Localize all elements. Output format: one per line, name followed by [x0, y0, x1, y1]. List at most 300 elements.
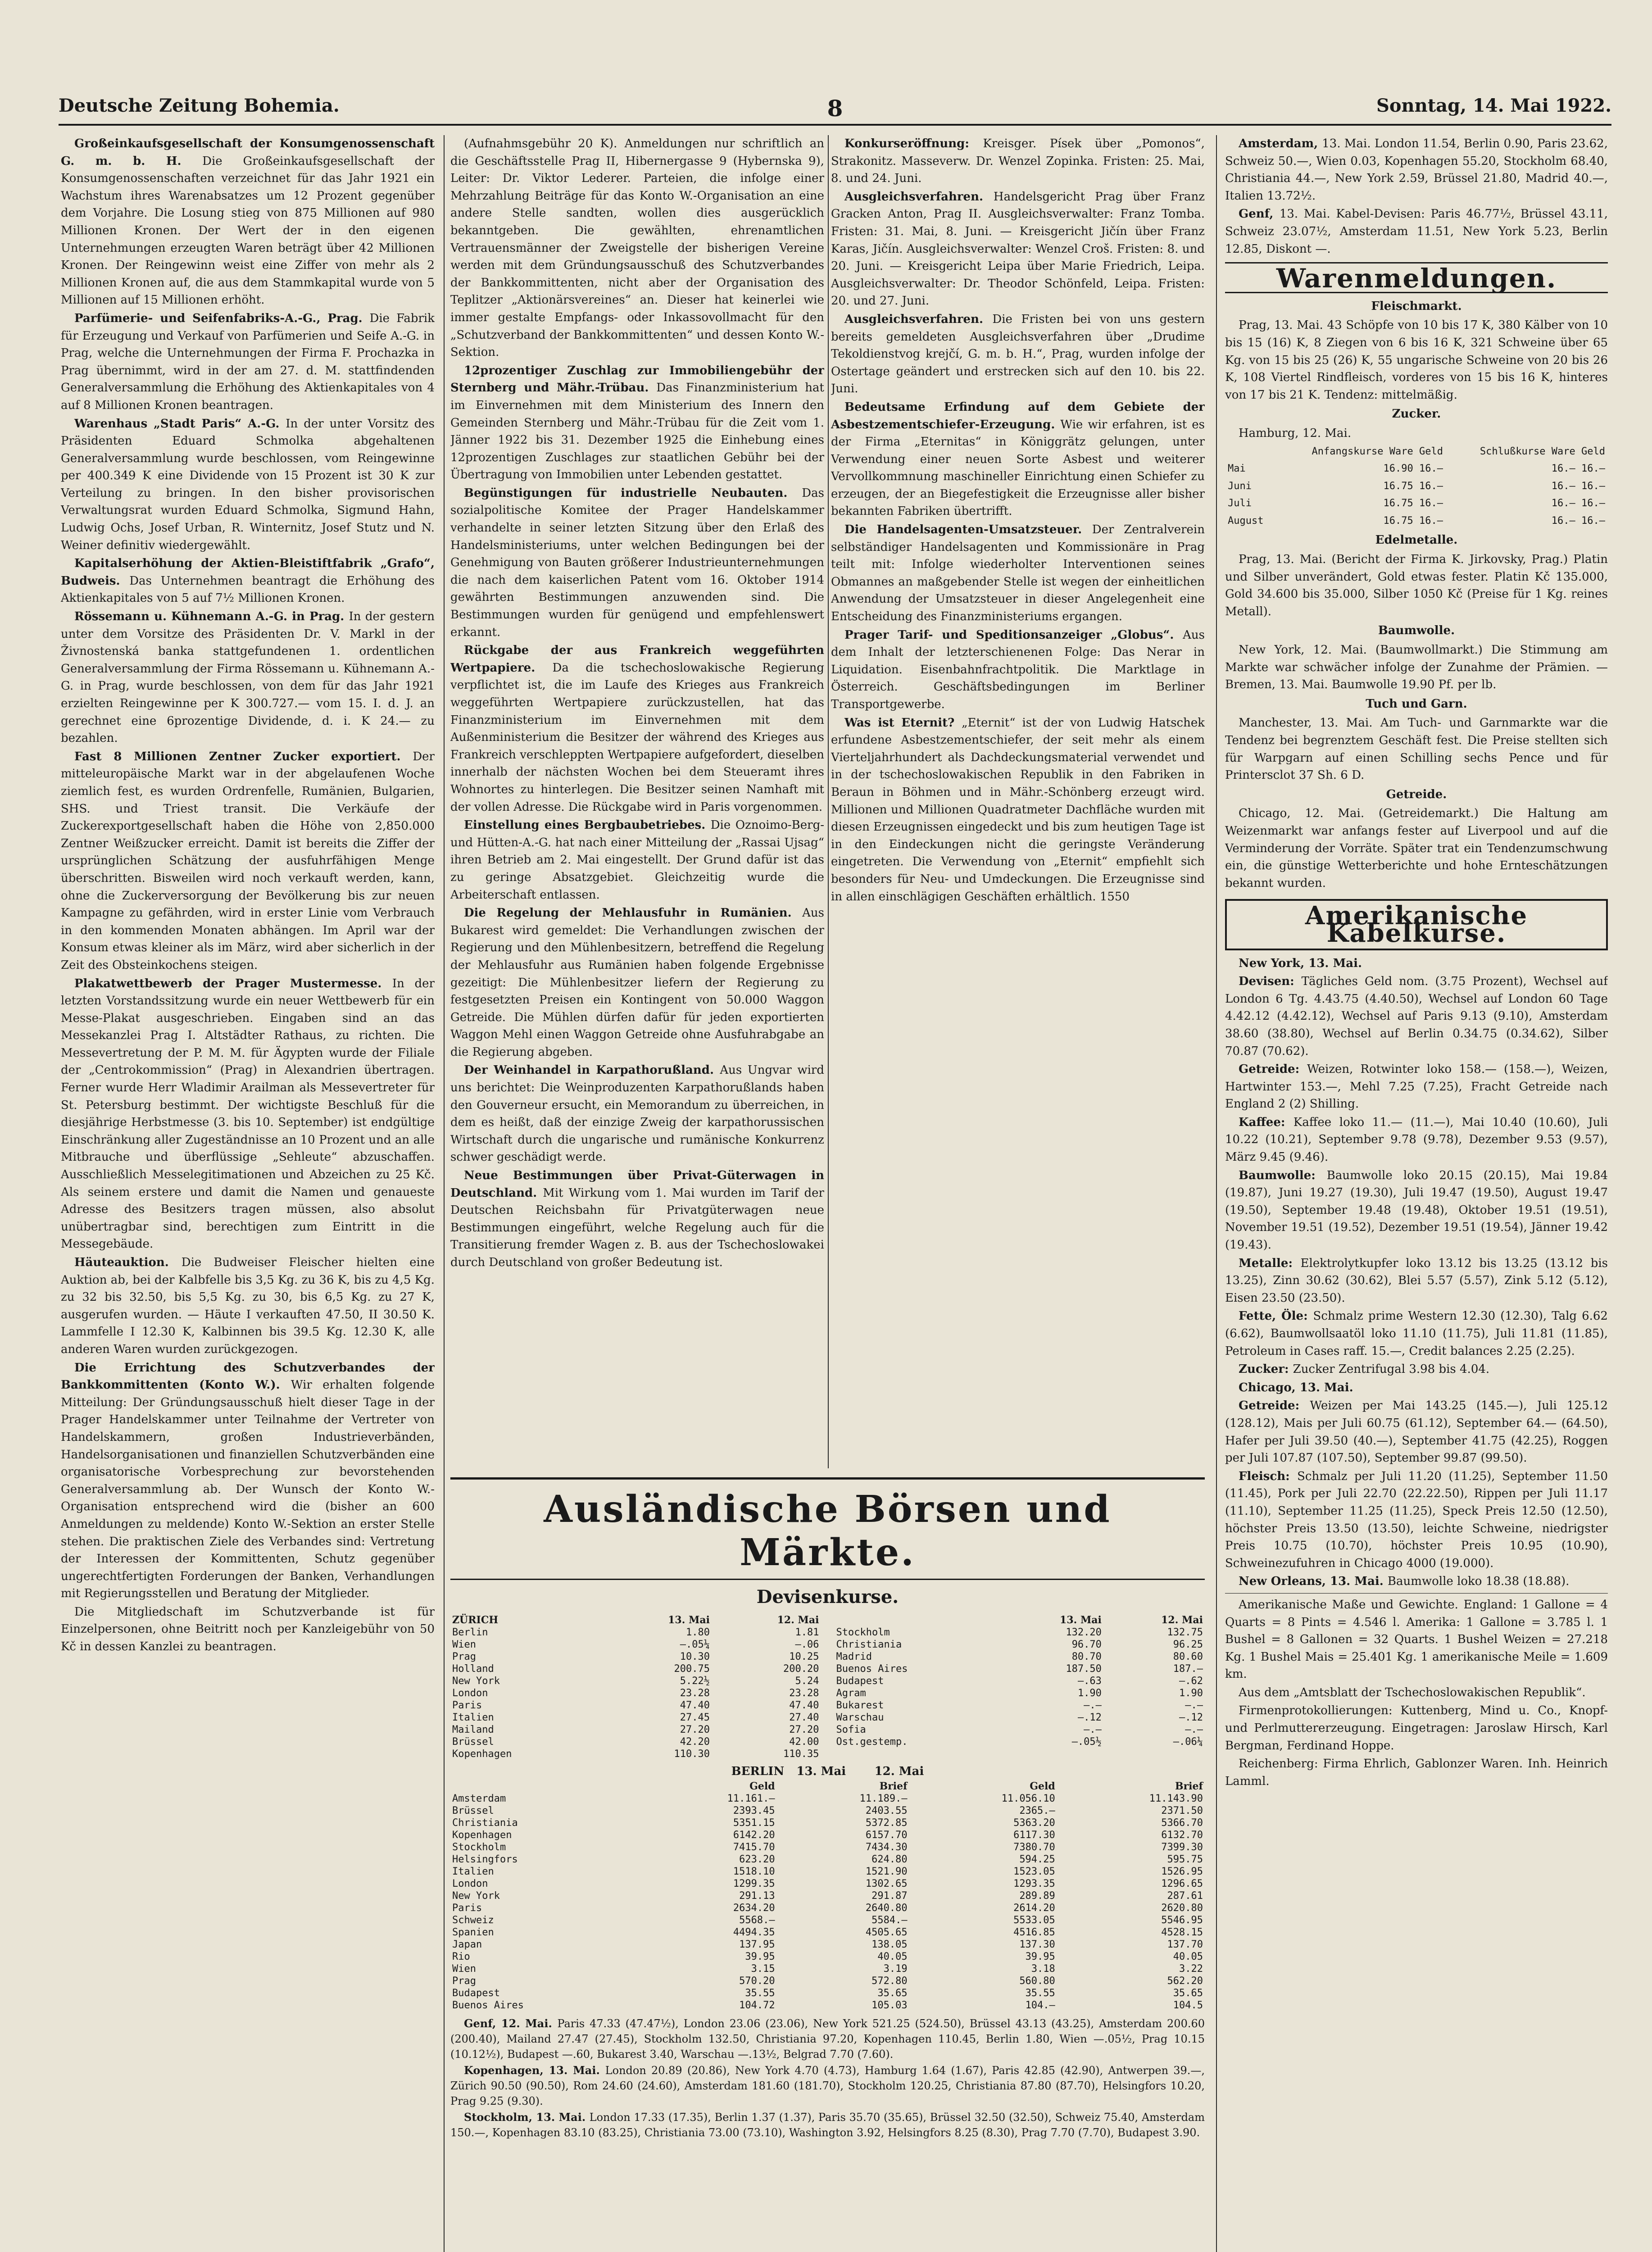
article	[61, 1254, 435, 1358]
article-headline: Prager Tarif- und Speditionsanzeiger „Globus“.	[844, 628, 1183, 642]
cable-rate	[1225, 1167, 1608, 1254]
table-cell: 3.18	[1031, 1963, 1055, 1975]
cable-rate	[1225, 1573, 1608, 1590]
table-cell: Amsterdam	[452, 1793, 506, 1804]
market-report	[1225, 551, 1608, 620]
table-row	[450, 1866, 1205, 1878]
table-cell: —.05½	[1071, 1736, 1102, 1748]
table-cell: 11.189.—	[859, 1793, 908, 1804]
article-body: Die Mitgliedschaft im Schutzverbande ist für Einzelpersonen, ohne Beitritt noch per Kanzleigebühr von 50 Kč in dessen Kanzlei zu beantragen.	[61, 1605, 435, 1654]
table-cell: 187.—	[1173, 1663, 1203, 1675]
article-headline: Ausgleichsverfahren.	[844, 312, 993, 326]
table-cell: 1.80	[686, 1627, 710, 1638]
article	[450, 817, 824, 904]
table-cell: 39.95	[1025, 1951, 1055, 1962]
table-cell: 1518.10	[733, 1866, 775, 1877]
article-headline: Bedeutsame Erfindung auf dem Gebiete der Asbestzementschiefer-Erzeugung.	[831, 400, 1205, 431]
article-body: Der Zentralverein selbständiger Handelsagenten und Kommissionäre in Prag teilt mit: Infolge wiederholter Interventionen seines Obmannes an maßgebender Stelle ist wegen der einheitlichen Anwendung der Umsatzsteuer in dieser Angelegenheit eine Entscheidung des Finanzministeriums ergangen.	[831, 523, 1205, 624]
table-cell: Rio	[452, 1951, 470, 1962]
article-body: Manchester, 13. Mai. Am Tuch- und Garnmarkte war die Tendenz bei begrenztem Geschäft fest. Die Preise stellten sich für Warpgarn auf einen Schilling sechs Pence und für Printersclot 37 Sh. 6 D.	[1225, 716, 1608, 782]
table-cell: 4505.65	[865, 1927, 908, 1938]
table-cell: 104.5	[1173, 2000, 1203, 2011]
table-cell: Juni	[1228, 480, 1252, 492]
table-cell: 287.61	[1167, 1890, 1203, 1902]
table-cell: Budapest	[452, 1988, 500, 1999]
table-cell: Ost.gestemp.	[836, 1736, 908, 1748]
column-3	[831, 135, 1205, 1468]
table-cell: 5366.70	[1161, 1817, 1203, 1829]
article-body: Aus Bukarest wird gemeldet: Die Verhandlungen zwischen der Regierung und den Mühlenbesitzern, betreffend die Regelung der Mehlausfuhr aus Rumänien haben folgende Ergebnisse gezeitigt: Die Mühlenbesitzer liefern der Regierung zu festgesetzten Preisen ein Kontingent von 50.000 Waggon Getreide. Die Mühlen dürfen dafür für jeden exportierten Waggon Mehl einen Waggon Getreide ohne Ausfuhrabgabe an die Regierung abgeben.	[450, 906, 824, 1059]
table-cell: —.63	[1077, 1675, 1102, 1687]
article-body: (Aufnahmsgebühr 20 K). Anmeldungen nur schriftlich an die Geschäftsstelle Prag II, Hibernergasse 9 (Hybernska 9), Leiter: Dr. Viktor Lederer. Parteien, die infolge einer Mehrzahlung Beiträge für das Konto W.-Organisation an eine andere Stelle sandten, wollen dies ausgerücklich bekanntgeben. Die gewählten, ehrenamtlichen Vertrauensmänner der Zweigstelle der bisherigen Vereine werden mit dem Gründungsausschuß des Schutzverbandes der Bankkommittenten, nicht aber der Organisation des Teplitzer „Aktionärsvereines“ an. Dieser hat keinerlei wie immer gestalte Empfangs- oder Inkassovollmacht für den „Schutzverband der Bankkommittenten“ und dessen Konto W.-Sektion.	[450, 137, 824, 359]
article-headline: Die Regelung der Mehlausfuhr in Rumänien.	[464, 906, 803, 920]
article-body: Das Finanzministerium hat im Einvernehmen mit dem Ministerium des Innern den Gemeinden Sternberg und Mähr.-Trübau für die Zeit vom 1. Jänner 1922 bis 31. Dezember 1925 die Einhebung eines 12prozentigen Zuschlages zur staatlichen Gebühr bei der Übertragung von Immobilien unter Lebenden gestattet.	[450, 381, 824, 482]
cable-rate	[1225, 1379, 1608, 1397]
article-headline: Parfümerie- und Seifenfabriks-A.-G., Prag.	[74, 311, 370, 325]
berlin-col-head: Geld	[749, 1780, 775, 1792]
table-cell: Buenos Aires	[836, 1663, 908, 1675]
table-cell: 16.75 16.—	[1383, 515, 1443, 527]
table-cell: 16.— 16.—	[1551, 480, 1605, 492]
article-body: Wie wir erfahren, ist es der Firma „Eternitas“ in Königgrätz gelungen, unter Verwendung einer neuen Sorte Asbest und weiterer Vervollkommnung maschineller Einrichtung einen Schiefer zu erzeugen, der an Biegefestigkeit die Erzeugnisse aller bisher bekannten Fabriken übertrifft.	[831, 418, 1205, 518]
table-cell: 2614.20	[1013, 1902, 1055, 1914]
table-cell: 3.22	[1179, 1963, 1203, 1975]
article	[61, 608, 435, 747]
column-1	[61, 135, 435, 2252]
cable-rate	[1225, 1468, 1608, 1572]
table-cell: 47.40	[789, 1700, 819, 1711]
table-cell: —.—	[1185, 1700, 1203, 1711]
article-body: Weizen, Rotwinter loko 158.— (158.—), Weizen, Hartwinter 153.—, Mehl 7.25 (7.25), Fracht Getreide nach England 2 (2) Shilling.	[1225, 1062, 1608, 1111]
table-row	[450, 1841, 1205, 1853]
market-report	[1225, 805, 1608, 892]
article-body: Prag, 13. Mai. (Bericht der Firma K. Jirkovsky, Prag.) Platin und Silber unverändert, Gold etwas fester. Platin Kč 135.000, Gold 34.600 bis 35.000, Silber 1050 Kč (Preise für 1 Kg. reines Metall).	[1225, 553, 1608, 618]
table-cell: 11.056.10	[1001, 1793, 1055, 1804]
article-body: Mit Wirkung vom 1. Mai wurden im Tarif der Deutschen Reichsbahn für Privatgüterwagen neue Bestimmungen eingeführt, welche Regelung auch für die Transitierung fremder Wagen z. B. aus der Tschechoslowakei durch Deutschland von großer Bedeutung ist.	[450, 1186, 824, 1269]
article-headline: 12prozentiger Zuschlag zur Immobiliengebühr der Sternberg und Mähr.-Trübau.	[450, 363, 824, 395]
table-cell: 4494.35	[733, 1927, 775, 1938]
table-cell: 6157.70	[865, 1830, 908, 1841]
table-cell: London	[452, 1878, 488, 1889]
table-row	[450, 1805, 1205, 1817]
table-row	[835, 1626, 1205, 1639]
table-cell: 560.80	[1019, 1975, 1055, 1987]
table-cell: 27.20	[680, 1724, 710, 1735]
market-heading: Getreide.	[1386, 787, 1447, 801]
article-body: Die Budweiser Fleischer hielten eine Auktion ab, bei der Kalbfelle bis 3,5 Kg. zu 36 K, bis zu 4,5 Kg. zu 32 bis 32.50, bis 5,5 Kg. zu 30, bis 6,5 Kg. zu 27 K, ausgerufen wurden. — Häute I verkauften 47.50, II 30.50 K. Lammfelle I 12.30 K, Kalbinnen bis 39.5 Kg. 12.30 K, alle anderen Waren wurden zurückgezogen.	[61, 1256, 435, 1356]
article-headline: Rössemann u. Kühnemann A.-G. in Prag.	[74, 610, 349, 624]
table-row	[835, 1663, 1205, 1675]
article-headline: Großeinkaufsgesellschaft der Konsumgenossenschaft G. m. b. H.	[61, 137, 435, 168]
article-headline: Devisen:	[1239, 975, 1302, 989]
article	[61, 310, 435, 414]
exchange-note	[1225, 205, 1608, 258]
table-cell: Spanien	[452, 1927, 494, 1938]
market-heading: Fleischmarkt.	[1371, 299, 1462, 313]
table-cell: 1.81	[795, 1627, 819, 1638]
table-cell: 5584.—	[871, 1915, 908, 1926]
article-body: Da die tschechoslowakische Regierung verpflichtet ist, die im Laufe des Krieges aus Frankreich weggeführten Wertpapiere zurückzustellen, hat das Finanzministerium im Einvernehmen mit dem Außenministerium die Besitzer der während des Krieges aus Frankreich verschleppten Wertpapiere aufgefordert, dieselben innerhalb der nächsten Wochen bei dem Steueramt ihres Wohnortes zu hinterlegen. Die Besitzer seinen Namhaft mit der vollen Adresse. Die Rückgabe wird in Paris vorgenommen.	[450, 661, 824, 814]
table-row	[450, 1736, 821, 1748]
table-cell: 80.60	[1173, 1651, 1203, 1662]
article-body: Die Oznoimo-Berg- und Hütten-A.-G. hat nach einer Mitteilung der „Rassai Ujsag“ ihren Betrieb am 2. Mai eingestellt. Der Grund dafür ist das zu geringe Absatzgebiet. Gleichzeitig wurde die Arbeiterschaft entlassen.	[450, 818, 824, 902]
zurich-date-2: 12. Mai	[777, 1614, 819, 1626]
table-cell: Christiania	[452, 1817, 518, 1829]
market-heading: Baumwolle.	[1378, 624, 1455, 638]
article-body: Firmenprotokollierungen: Kuttenberg, Mind u. Co., Knopf- und Perlmuttererzeugung. Eingetragen: Jaroslaw Hirsch, Karl Bergman, Ferdinand Hoppe.	[1225, 1704, 1608, 1753]
table-row	[450, 1712, 821, 1724]
table-cell: 40.05	[877, 1951, 908, 1962]
article-body: Handelsgericht Prag über Franz Gracken Anton, Prag II. Ausgleichsverwalter: Franz Tomba. Fristen: 31. Mai, 8. Juni. — Kreisgericht Jičín über Franz Karas, Jičín. Ausgleichsverwalter: Wenzel Croš. Fristen: 8. und 20. Juni. — Kreisgericht Leipa über Marie Friedrich, Leipa. Ausgleichsverwalter: Dr. Theodor Schönfeld, Leipa. Fristen: 20. und 27. Juni.	[831, 190, 1205, 308]
table-row	[835, 1639, 1205, 1651]
table-cell: 137.30	[1019, 1939, 1055, 1950]
table-cell: Schweiz	[452, 1915, 494, 1926]
table-cell: Sofia	[836, 1724, 866, 1735]
article-body: Chicago, 12. Mai. (Getreidemarkt.) Die Haltung am Weizenmarkt war anfangs fester auf Liverpool und auf die Verminderung der Vorräte. Später trat ein Tendenzumschwung ein, die günstige Wetterberichte und hohe Ernteschätzungen bekannt wurden.	[1225, 807, 1608, 890]
article-body: Aus dem Inhalt der letzterschienenen Folge: Das Nerar in Liquidation. Eisenbahnfrachtpolitik. Die Marktlage in Österreich. Geschäftsbedingungen im Berliner Transportgewerbe.	[831, 628, 1205, 711]
table-cell: 35.65	[1173, 1988, 1203, 1999]
zurich-table-left	[450, 1614, 821, 1760]
table-cell: Buenos Aires	[452, 2000, 524, 2011]
article-headline: Die Errichtung des Schutzverbandes der Bankkommittenten (Konto W.).	[61, 1361, 435, 1392]
table-cell: 138.05	[871, 1939, 908, 1950]
article	[450, 1062, 824, 1166]
article-headline: Amsterdam,	[1239, 137, 1322, 150]
article-headline: Metalle:	[1239, 1256, 1301, 1270]
table-cell: 42.20	[680, 1736, 710, 1748]
cable-rate	[1225, 1308, 1608, 1360]
table-cell: 10.30	[680, 1651, 710, 1662]
table-cell: Prag	[452, 1651, 476, 1662]
article-headline: Fast 8 Millionen Zentner Zucker exportiert.	[74, 749, 413, 763]
article-body: Baumwolle loko 20.15 (20.15), Mai 19.84 (19.87), Juni 19.27 (19.30), Juli 19.47 (19.50), August 19.47 (19.50), September 19.48 (19.48), Oktober 19.51 (19.51), November 19.51 (19.52), Dezember 19.51 (19.54), Jänner 19.42 (19.43).	[1225, 1168, 1608, 1252]
article	[831, 188, 1205, 310]
table-cell: 594.25	[1019, 1854, 1055, 1865]
article-headline: Was ist Eternit?	[844, 716, 962, 730]
column-rule	[1216, 135, 1217, 2252]
table-cell: 40.05	[1173, 1951, 1203, 1962]
article-body: 13. Mai. Kabel-Devisen: Paris 46.77½, Brüssel 43.11, Schweiz 23.07½, Amsterdam 11.51, New York 5.23, Berlin 12.85, Diskont —.	[1225, 207, 1608, 256]
article-headline: Plakatwettbewerb der Prager Mustermesse.	[74, 976, 392, 990]
table-cell: Kopenhagen	[452, 1748, 512, 1760]
table-cell: Holland	[452, 1663, 494, 1675]
article-body: London 20.89 (20.86), New York 4.70 (4.73), Hamburg 1.64 (1.67), Paris 42.85 (42.90), Antwerpen 39.—, Zürich 90.50 (90.50), Rom 24.60 (24.60), Amsterdam 181.60 (181.70), Stockholm 120.25, Christiania 87.80 (87.70), Helsingfors 10.20, Prag 9.25 (9.30).	[450, 2064, 1205, 2107]
berlin-col-head: Brief	[1175, 1780, 1203, 1792]
article	[831, 627, 1205, 713]
article-headline: Fleisch:	[1239, 1469, 1298, 1483]
article-body: Kreisger. Písek über „Pomonos“, Strakonitz. Masseverw. Dr. Wenzel Zopinka. Fristen: 25. Mai, 8. und 24. Juni.	[831, 137, 1205, 186]
table-cell: 2393.45	[733, 1805, 775, 1816]
foreign-exchange-subtitle: Devisenkurse.	[756, 1586, 899, 1607]
table-cell: Wien	[452, 1639, 476, 1650]
article	[61, 975, 435, 1253]
table-cell: 35.55	[1025, 1988, 1055, 1999]
article	[831, 399, 1205, 520]
table-cell: 7434.30	[865, 1842, 908, 1853]
table-cell: Mailand	[452, 1724, 494, 1735]
table-cell: 1.90	[1179, 1688, 1203, 1699]
article	[450, 135, 824, 361]
table-cell: 110.35	[783, 1748, 819, 1760]
table-cell: 1293.35	[1013, 1878, 1055, 1889]
table-row	[450, 1926, 1205, 1939]
page-number: 8	[827, 95, 843, 122]
article	[61, 1359, 435, 1603]
article-body: Baumwolle loko 18.38 (18.88).	[1387, 1575, 1570, 1589]
table-cell: 137.95	[739, 1939, 775, 1950]
table-cell: 7399.30	[1161, 1842, 1203, 1853]
table-row	[1225, 478, 1608, 495]
table-cell: 16.— 16.—	[1551, 498, 1605, 509]
table-cell: 104.—	[1025, 2000, 1055, 2011]
sugar-header: Schlußkurse Ware Geld	[1480, 445, 1605, 457]
berlin-col-head: Geld	[1030, 1780, 1055, 1792]
market-report	[1225, 317, 1608, 404]
table-cell: 132.20	[1066, 1627, 1102, 1638]
article-body: In der unter Vorsitz des Präsidenten Eduard Schmolka abgehaltenen Generalversammlung wurde beschlossen, vom Reingewinne per 400.349 K eine Dividende von 15 Prozent ist 30 K zur Verteilung zu bringen. In den bisher provisorischen Verwaltungsrat wurden Eduard Schmolka, Sigmund Hahn, Ludwig Ochs, Josef Urban, R. Winternitz, Josef Stutz und N. Weiner definitiv wiedergewählt.	[61, 417, 435, 552]
berlin-date-1: 13. Mai	[796, 1765, 846, 1778]
article-headline: Kaffee:	[1239, 1115, 1293, 1129]
table-row	[450, 1890, 1205, 1902]
table-row	[450, 1626, 821, 1639]
table-row	[835, 1736, 1205, 1748]
table-cell: 104.72	[739, 2000, 775, 2011]
table-row	[450, 1675, 821, 1687]
article-headline: Der Weinhandel in Karpathorußland.	[464, 1063, 720, 1077]
table-row	[450, 1748, 821, 1760]
footnote	[1225, 1684, 1608, 1702]
table-cell: Budapest	[836, 1675, 884, 1687]
table-row	[835, 1651, 1205, 1663]
table-cell: —.—	[1084, 1700, 1102, 1711]
article-body: Wir erhalten folgende Mitteilung: Der Gründungsausschuß hielt dieser Tage in der Prager Handelskammer unter Teilnahme der Vertreter von Handelskammern, großen Industrieverbänden, Handelsorganisationen und finanziellen Schutzverbänden eine organisatorische Vorbesprechung zur bevorstehenden Generalversammlung ab. Der Wunsch der Konto W.-Organisation entsprechend wird die (bisher an 600 Anmeldungen zu meldende) Konto W.-Sektion an erster Stelle stehen. Die praktischen Ziele des Verbandes sind: Vertretung der Interessen der Kommittenten, Schutz gegenüber ungerechtfertigten Forderungen der Banken, Verhandlungen mit Regierungsstellen und Beratung der Mitglieder.	[61, 1378, 435, 1601]
table-cell: 291.13	[739, 1890, 775, 1902]
article-body: Das Unternehmen beantragt die Erhöhung des Aktienkapitales von 5 auf 7½ Millionen Kronen.	[61, 574, 435, 605]
article-body: Zucker Zentrifugal 3.98 bis 4.04.	[1293, 1362, 1490, 1376]
table-cell: 5546.95	[1161, 1915, 1203, 1926]
article-headline: Kopenhagen, 13. Mai.	[464, 2064, 605, 2077]
cable-rate	[1225, 1397, 1608, 1467]
zurich-date-2: 12. Mai	[1161, 1614, 1203, 1626]
sugar-header: Anfangskurse Ware Geld	[1312, 445, 1443, 457]
page-header	[59, 92, 1611, 126]
table-cell: 595.75	[1167, 1854, 1203, 1865]
table-cell: 27.45	[680, 1712, 710, 1723]
article-headline: Chicago, 13. Mai.	[1239, 1380, 1353, 1394]
table-cell: 6142.20	[733, 1830, 775, 1841]
market-heading: Zucker.	[1392, 407, 1441, 421]
table-cell: 570.20	[739, 1975, 775, 1987]
market-heading: Edelmetalle.	[1375, 533, 1458, 547]
table-cell: August	[1228, 515, 1264, 527]
zurich-title: ZÜRICH	[452, 1614, 499, 1626]
article-headline: Kapitalserhöhung der Aktien-Bleistiftfabrik „Grafo“, Budweis.	[61, 557, 435, 588]
table-cell: Wien	[452, 1963, 476, 1975]
table-cell: 16.75 16.—	[1383, 498, 1443, 509]
table-cell: —.—	[1084, 1724, 1102, 1735]
table-row	[450, 1724, 821, 1736]
issue-date: Sonntag, 14. Mai 1922.	[1376, 95, 1611, 116]
berlin-col-head: Brief	[879, 1780, 908, 1792]
table-cell: 16.— 16.—	[1551, 463, 1605, 475]
table-cell: 1299.35	[733, 1878, 775, 1889]
table-cell: 23.28	[680, 1688, 710, 1699]
table-cell: Brüssel	[452, 1805, 494, 1816]
footnote	[1225, 1596, 1608, 1683]
table-row	[450, 1902, 1205, 1914]
article	[831, 714, 1205, 906]
table-cell: 2640.80	[865, 1902, 908, 1914]
zurich-table-right	[835, 1614, 1205, 1748]
table-cell: 35.65	[877, 1988, 908, 1999]
foreign-exchange-section	[450, 1477, 1205, 2252]
market-heading: Tuch und Garn.	[1366, 697, 1467, 711]
table-cell: 5.24	[795, 1675, 819, 1687]
article-headline: Neue Bestimmungen über Privat-Güterwagen in Deutschland.	[450, 1169, 824, 1200]
table-cell: Prag	[452, 1975, 476, 1987]
table-row	[450, 1817, 1205, 1829]
article-body: Das sozialpolitische Komitee der Prager Handelskammer verhandelte in seiner letzten Sitzung über den Erlaß des Handelsministeriums, unter welchen Bedingungen bei der Genehmigung von Bauten größerer Industrieunternehmungen die nach dem kaiserlichen Patent vom 16. Oktober 1914 gewährten Bestimmungen anzuwenden sind. Die Bestimmungen wurden für genügend und empfehlenswert erkannt.	[450, 486, 824, 639]
table-cell: 16.— 16.—	[1551, 515, 1605, 527]
table-cell: Japan	[452, 1939, 482, 1950]
article	[831, 521, 1205, 626]
table-cell: 7415.70	[733, 1842, 775, 1853]
market-report	[1225, 641, 1608, 694]
table-cell: 1302.65	[865, 1878, 908, 1889]
cable-rate	[1225, 1361, 1608, 1378]
article-headline: Begünstigungen für industrielle Neubauten.	[464, 486, 802, 500]
table-cell: 96.25	[1173, 1639, 1203, 1650]
table-row	[450, 1963, 1205, 1975]
article	[450, 642, 824, 816]
article-body: Die Fabrik für Erzeugung und Verkauf von Parfümerien und Seife A.-G. in Prag, welche die Unternehmungen der Firma F. Prochazka in Prag übernimmt, wird in der am 27. d. M. stattfindenden Generalversammlung die Erhöhung des Aktienkapitales von 4 auf 8 Millionen Kronen beantragen.	[61, 311, 435, 412]
table-cell: Mai	[1228, 463, 1246, 475]
sugar-table	[1225, 443, 1608, 530]
table-row	[450, 1939, 1205, 1951]
table-cell: 1.90	[1077, 1688, 1102, 1699]
table-cell: 1521.90	[865, 1866, 908, 1877]
table-cell: 4516.85	[1013, 1927, 1055, 1938]
article-body: Weizen per Mai 143.25 (145.—), Juli 125.12 (128.12), Mais per Juli 60.75 (61.12), September 64.— (64.50), Hafer per Juli 39.50 (40.—), September 41.75 (42.25), Roggen per Juli 107.87 (107.50), September 99.87 (99.50).	[1225, 1399, 1608, 1465]
table-cell: 11.143.90	[1149, 1793, 1203, 1804]
cable-rate	[1225, 1255, 1608, 1307]
table-cell: 11.161.—	[727, 1793, 775, 1804]
article-body: Schmalz per Juli 11.20 (11.25), September 11.50 (11.45), Pork per Juli 22.70 (22.22.50), Rippen per Juli 11.17 (11.10), September 11.25 (11.25), Speck Preis 12.50 (12.50), höchster Preis 13.50 (13.50), leichte Schweine, niedrigster Preis 10.75 (10.70), höchster Preis 10.95 (10.90), Schweinezufuhren in Chicago 4000 (19.000).	[1225, 1469, 1608, 1570]
cable-rate	[1225, 973, 1608, 1060]
table-cell: 562.20	[1167, 1975, 1203, 1987]
table-cell: Stockholm	[452, 1842, 506, 1853]
table-cell: —.06¼	[1173, 1736, 1203, 1748]
table-cell: 10.25	[789, 1651, 819, 1662]
article	[450, 904, 824, 1061]
table-cell: —.12	[1179, 1712, 1203, 1723]
table-cell: New York	[452, 1890, 500, 1902]
berlin-date-2: 12. Mai	[874, 1765, 924, 1778]
table-cell: Italien	[452, 1866, 494, 1877]
table-row	[450, 1987, 1205, 1999]
table-cell: 96.70	[1071, 1639, 1102, 1650]
cable-rate	[1225, 1061, 1608, 1113]
table-cell: —.62	[1179, 1675, 1203, 1687]
berlin-table	[450, 1780, 1205, 2011]
article-body: Aus Ungvar wird uns berichtet: Die Weinproduzenten Karpathorußlands haben den Gouverneur ersucht, ein Memorandum zu überreichen, in dem es heißt, daß der einzige Zweig der karpathorussischen Wirtschaft durch die ungarische und rumänische Konkurrenz schwer geschädigt werde.	[450, 1063, 824, 1164]
table-cell: 2371.50	[1161, 1805, 1203, 1816]
article-headline: Warenhaus „Stadt Paris“ A.-G.	[74, 417, 286, 431]
table-cell: Warschau	[836, 1712, 884, 1723]
table-row	[450, 1975, 1205, 1987]
article-headline: New Orleans, 13. Mai.	[1239, 1575, 1388, 1589]
article-headline: Baumwolle:	[1239, 1168, 1327, 1182]
table-cell: Kopenhagen	[452, 1830, 512, 1841]
table-cell: London	[452, 1688, 488, 1699]
article	[450, 362, 824, 484]
table-cell: 27.40	[789, 1712, 819, 1723]
table-cell: 2365.—	[1019, 1805, 1055, 1816]
table-cell: 623.20	[739, 1854, 775, 1865]
table-cell: Madrid	[836, 1651, 872, 1662]
american-cable-title: Amerikanische Kabelkurse.	[1225, 899, 1608, 950]
table-cell: 3.19	[883, 1963, 908, 1975]
table-cell: 7380.70	[1013, 1842, 1055, 1853]
table-row	[450, 1699, 821, 1712]
table-cell: —.05¼	[680, 1639, 710, 1650]
article	[831, 311, 1205, 398]
table-cell: —.06	[795, 1639, 819, 1650]
table-cell: 2620.80	[1161, 1902, 1203, 1914]
article-headline: Genf,	[1239, 207, 1280, 221]
exchange-report	[450, 2016, 1205, 2062]
table-cell: 23.28	[789, 1688, 819, 1699]
article-body: „Eternit“ ist der von Ludwig Hatschek erfundene Asbestzementschiefer, der seit mehr als einem Vierteljahrhundert als Dachdeckungsmaterial verwendet und in der tschechoslowakischen Republik in den Fabriken in Beraun in Böhmen und in Mähr.-Schönberg erzeugt wird. Millionen und Millionen Quadratmeter Dachfläche wurden mit diesen Erzeugnissen eingedeckt und bis zum heutigen Tage ist in den Eindeckungen nicht die geringste Veränderung eingetreten. Die Verwendung von „Eternit“ empfiehlt sich besonders für Neu- und Umdeckungen. Die Erzeugnisse sind in allen einschlägigen Geschäften erhältlich. 1550	[831, 716, 1205, 904]
article-body: Tägliches Geld nom. (3.75 Prozent), Wechsel auf London 6 Tg. 4.43.75 (4.40.50), Wechsel auf London 60 Tage 4.42.12 (4.42.12), Wechsel auf Paris 9.13 (9.10), Amsterdam 38.60 (38.80), Wechsel auf Berlin 0.34.75 (0.34.62), Silber 70.87 (70.62).	[1225, 975, 1608, 1058]
table-cell: 5568.—	[739, 1915, 775, 1926]
article-body: In der gestern unter dem Vorsitze des Präsidenten Dr. V. Markl in der Živnostenská banka stattgefundenen 1. ordentlichen Generalversammlung der Firma Rössemann u. Kühnemann A.-G. in Prag, wurde beschlossen, von dem für das Jahr 1921 erzielten Reingewinne per K 300.727.— vom 15. I. d. J. an gerechnet eine 6prozentige Dividende, d. i. K 24.— zu bezahlen.	[61, 610, 435, 745]
table-row	[835, 1675, 1205, 1687]
table-cell: Bukarest	[836, 1700, 884, 1711]
table-row	[450, 1999, 1205, 2011]
article-headline: Getreide:	[1239, 1062, 1307, 1076]
article	[450, 485, 824, 641]
table-cell: 572.80	[871, 1975, 908, 1987]
article-body: Kaffee loko 11.— (11.—), Mai 10.40 (10.60), Juli 10.22 (10.21), September 9.78 (9.78), Dezember 9.53 (9.57), März 9.45 (9.46).	[1225, 1115, 1608, 1164]
article-body: Paris 47.33 (47.47½), London 23.06 (23.06), New York 521.25 (524.50), Brüssel 43.13 (43.25), Amsterdam 200.60 (200.40), Mailand 27.47 (27.45), Stockholm 132.50, Christiania 97.20, Kopenhagen 110.45, Berlin 1.80, Wien —.05½, Prag 10.15 (10.12½), Budapest —.60, Bukarest 3.40, Warschau —.13½, Belgrad 7.70 (7.60).	[450, 2017, 1205, 2061]
table-cell: 1523.05	[1013, 1866, 1055, 1877]
table-cell: 35.55	[745, 1988, 775, 1999]
table-cell: 5.22½	[680, 1675, 710, 1687]
zurich-date-1: 13. Mai	[1060, 1614, 1102, 1626]
article-headline: Stockholm, 13. Mai.	[464, 2111, 590, 2124]
sugar-header	[1225, 443, 1276, 461]
table-cell: 3.15	[751, 1963, 775, 1975]
table-cell: 6117.30	[1013, 1830, 1055, 1841]
cable-rate	[1225, 955, 1608, 972]
table-cell: 39.95	[745, 1951, 775, 1962]
article-headline: Konkurseröffnung:	[844, 137, 983, 150]
article	[61, 748, 435, 974]
article-headline: Zucker:	[1239, 1362, 1293, 1376]
article-body: Schmalz prime Western 12.30 (12.30), Talg 6.62 (6.62), Baumwollsaatöl loko 11.10 (11.75), Juli 11.81 (11.85), Petroleum in Cases raff. 15.—, Credit balances 2.25 (2.25).	[1225, 1309, 1608, 1358]
masthead: Deutsche Zeitung Bohemia.	[59, 95, 340, 116]
article-headline: Häuteauktion.	[74, 1256, 182, 1269]
table-row	[450, 1914, 1205, 1926]
table-cell: Helsingfors	[452, 1854, 518, 1865]
article-headline: Getreide:	[1239, 1399, 1310, 1413]
divider	[1225, 1593, 1608, 1594]
table-row	[835, 1724, 1205, 1736]
table-cell: 16.90 16.—	[1383, 463, 1443, 475]
footnote	[1225, 1755, 1608, 1790]
exchange-report	[450, 2110, 1205, 2140]
